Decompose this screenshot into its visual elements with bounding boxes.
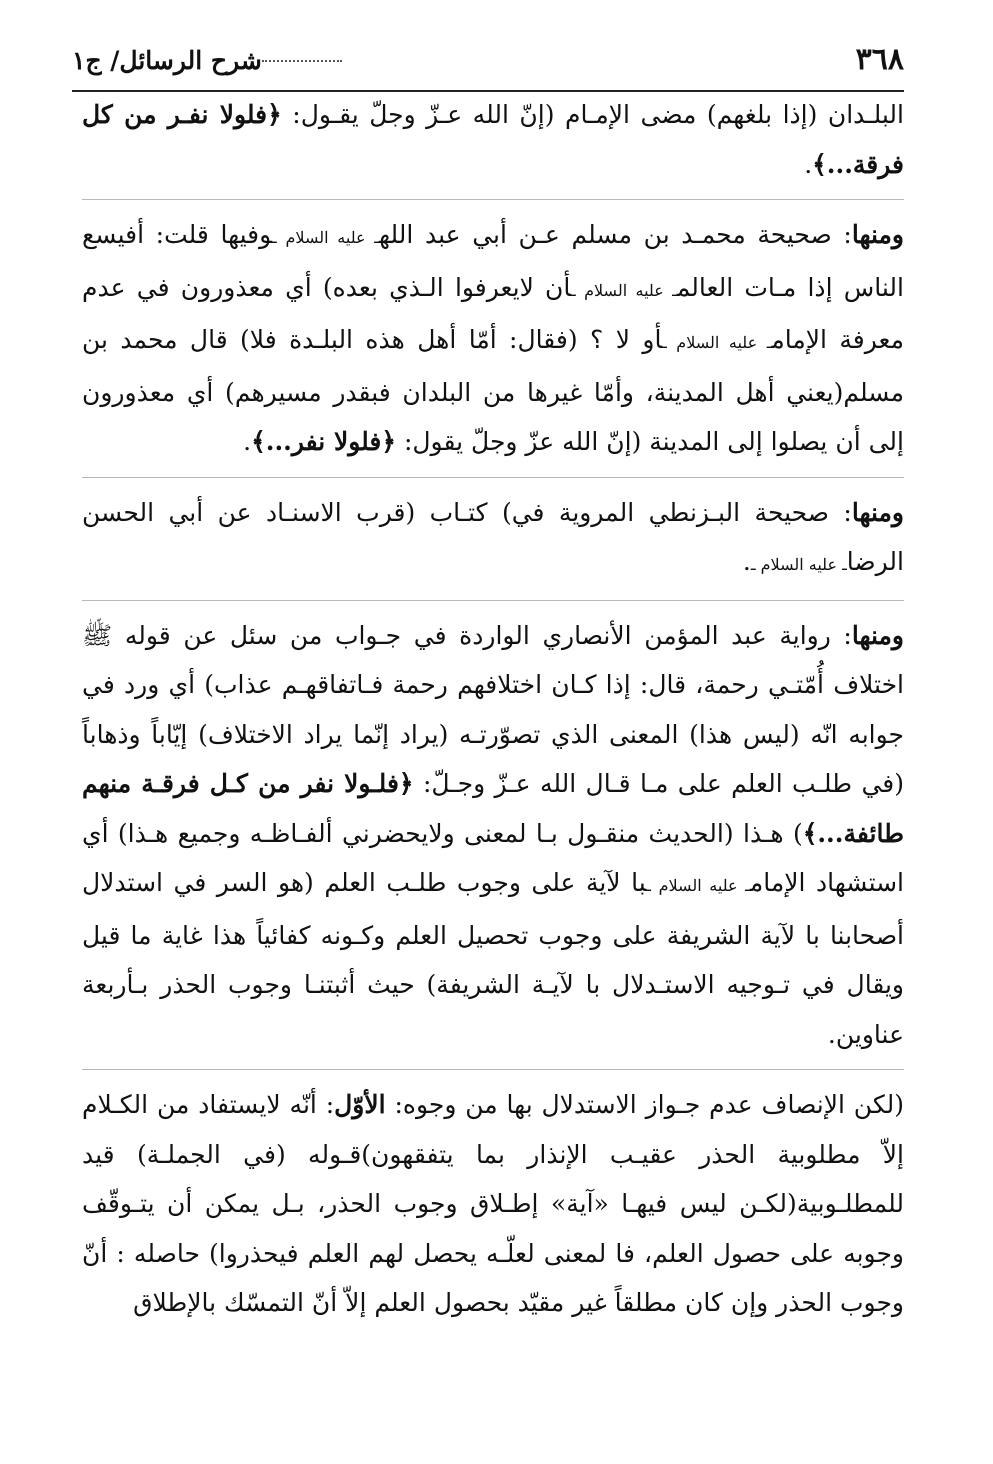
page-number: ٣٦٨ (855, 42, 904, 77)
text-run: . (742, 547, 751, 576)
bold-text: ﴿فلولا نفـر من كل فرقة...﴾ (82, 100, 904, 179)
honorific-text: ـ عليه السلام ـ (750, 555, 847, 574)
text-run: البلـدان (إذا بلغهم) مضى الإمـام (إنّ الله عـزّ وجلّ يقـول: (281, 100, 904, 129)
text-run: : صحيحة محمـد بن مسلم عـن أبي عبد الله (379, 220, 852, 249)
honorific-text: ـ عليه السلام ـ (646, 876, 750, 895)
honorific-text: ـ عليه السلام ـ (272, 228, 379, 247)
text-run: وفيها قلت: أفيسع الناس إذا مـات العالم (82, 220, 904, 302)
paragraph (82, 199, 904, 467)
text-run: : رواية عبد المؤمن الأنصاري الواردة في جـواب من سئل عن قوله ﷺ اختلاف أُمّتـي رحمة، قال: إذا كـان اختلافهم رحمة فـاتفاقهـم عذاب) أي ورد في جوابه انّه (ليس هذا) المعنى الذي تصوّرتـه (يراد إنّما يراد الاختلاف) إيّاباً وذهاباً (في طلـب العلم على مـا قـال الله عـزّ وجـلّ: (82, 620, 905, 798)
text-run: . (243, 427, 252, 456)
text-run: . (804, 149, 813, 179)
paragraph (82, 477, 904, 590)
page-header (72, 38, 904, 92)
body-text (82, 90, 904, 1328)
text-run: أو لا ؟ (فقال: أمّا أهل هذه البلـدة فلا) قال محمد بن مسلم(يعني أهل المدينة، وأمّا غيرها من البلدان فبقدر مسيرهم) أي معذورون إلى أن يصلوا إلى المدينة (إنّ الله عزّ وجلّ يقول: (82, 325, 904, 456)
text-run: ) هـذا (الحديث منقـول بـا لمعنى ولايحضرني ألفـاظـه وجميع هـذا) أي استشهاد الإمام (82, 818, 904, 897)
honorific-text: ـ عليه السلام ـ (662, 333, 772, 352)
running-title: شرح الرسائل/ ج١ (72, 46, 262, 75)
header-dotted-leader (262, 60, 342, 62)
text-run: با لآية على وجوب طلـب العلم (هو السر في استدلال أصحابنا با لآية الشريفة على وجوب تحصيل العلم وكـونه كفائياً هذا غاية ما قيل ويقال في تـوجيه الاستـدلال با لآيـة الشريفة) حيث أثبتنـا وجوب الحذر بـأربعة عناوين. (82, 868, 904, 1049)
paragraph (82, 600, 904, 1060)
paragraph (82, 1069, 904, 1328)
text-run: : أنّه لايستفاد من الكـلام إلاّ مطلوبية الحذر عقيـب الإنذار بما يتفقهون)قـوله (في الجملـة) قيد للمطلـوبية(لكـن ليس فيهـا «آية» إطـلاق وجوب الحذر، بـل يمكن أن يتـوقّف وجوبه على حصول العلم، فا لمعنى لعلّـه يحصل لهم العلم فيحذروا) حاصله : أنّ وجوب الحذر وإن كان مطلقاً غير مقيّد بحصول العلم إلاّ أنّ التمسّك بالإطلاق (82, 1090, 904, 1317)
bold-text: ﴿فلـولا نفر من كـل فرقـة منهم طائفة...﴾ (82, 769, 904, 848)
bold-text: ومنها (851, 620, 904, 650)
text-run: : صحيحة البـزنطي المروية في) كتـاب (قرب الاسنـاد عن أبي الحسن الرضا (82, 497, 904, 576)
honorific-text: ـ عليه السلام ـ (571, 280, 677, 300)
bold-text: ومنها (851, 220, 904, 249)
text-run: أن لايعرفوا الـذي بعده) أي معذورون في عدم معرفة الإمام (82, 272, 905, 354)
bold-text: الأوّل (334, 1090, 386, 1119)
bold-text: ﴿فلولا نفر...﴾ (251, 427, 397, 456)
text-run: (لكن الإنصاف عدم جـواز الاستدلال بها من وجوه: (385, 1090, 904, 1119)
paragraph (82, 90, 904, 189)
bold-text: ومنها (851, 497, 904, 527)
